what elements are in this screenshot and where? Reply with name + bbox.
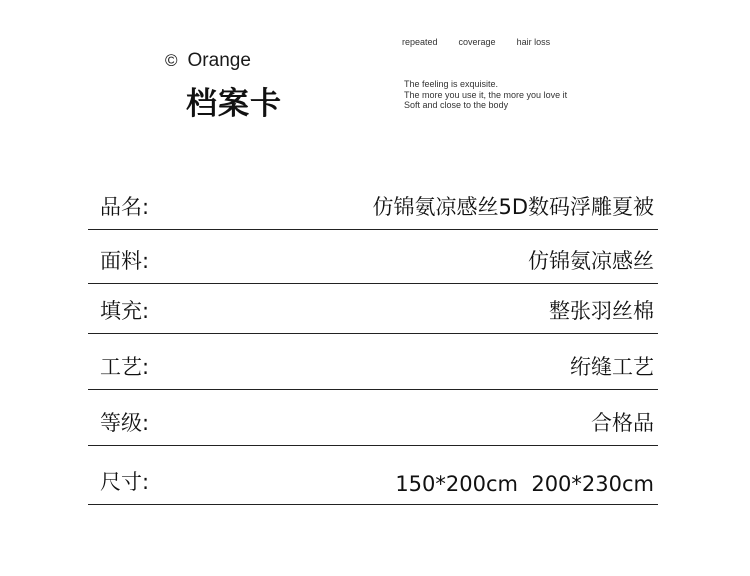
feature-tags (402, 37, 550, 47)
spec-table (88, 178, 658, 505)
slogan-text (404, 79, 567, 111)
copyright-mark: © (165, 51, 178, 70)
tag-hair-loss: hair loss (516, 37, 551, 47)
tag-coverage: coverage (458, 37, 496, 47)
brand-logo (165, 50, 251, 72)
spec-value: 整张羽丝棉 (549, 299, 654, 323)
spec-value: 150*200cm 200*230cm (395, 472, 654, 496)
slogan-line: The feeling is exquisite. (404, 79, 499, 89)
slogan-line: The more you use it, the more you love it (404, 89, 568, 100)
tag-repeated: repeated (402, 37, 438, 47)
spec-row-fabric (88, 230, 658, 284)
card-title: 档案卡 (186, 86, 282, 122)
brand-name: Orange (187, 50, 251, 71)
spec-value: 仿锦氨凉感丝5D数码浮雕夏被 (372, 195, 654, 219)
spec-value: 合格品 (591, 411, 654, 435)
spec-row-name (88, 178, 658, 230)
spec-row-size (88, 446, 658, 505)
spec-label: 面料: (100, 249, 150, 273)
spec-value: 绗缝工艺 (570, 355, 654, 379)
spec-row-grade (88, 390, 658, 446)
spec-label: 工艺: (100, 355, 150, 379)
spec-label: 填充: (100, 299, 150, 323)
spec-label: 等级: (100, 411, 150, 435)
spec-row-craft (88, 334, 658, 390)
spec-value: 仿锦氨凉感丝 (528, 249, 654, 273)
spec-label: 品名: (100, 195, 150, 219)
spec-label: 尺寸: (100, 470, 150, 494)
spec-row-filling (88, 284, 658, 334)
slogan-line: Soft and close to the body (404, 100, 509, 110)
